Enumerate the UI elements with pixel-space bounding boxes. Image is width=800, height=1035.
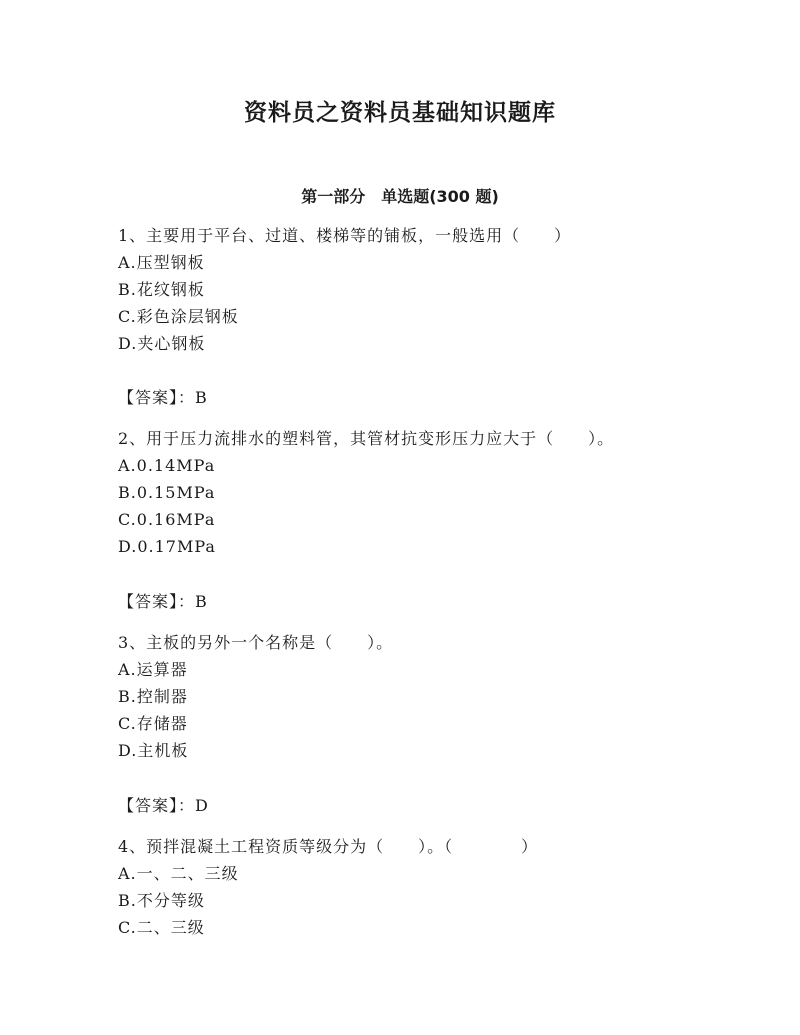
question-4-option-c: C.二、三级: [118, 918, 205, 937]
question-2-option-b: B.0.15MPa: [118, 483, 216, 502]
question-1-stem: 1、主要用于平台、过道、楼梯等的铺板，一般选用（ ）: [118, 226, 572, 245]
question-3-option-d: D.主机板: [118, 741, 189, 760]
question-2-option-c: C.0.16MPa: [118, 510, 216, 529]
question-1-option-b: B.花纹钢板: [118, 280, 205, 299]
question-3-option-a: A.运算器: [118, 660, 188, 679]
question-1-option-c: C.彩色涂层钢板: [118, 307, 239, 326]
question-2-answer: 【答案】：B: [118, 592, 208, 611]
question-3-stem: 3、主板的另外一个名称是（ ）。: [118, 633, 394, 652]
section-title: 第一部分 单选题(300 题): [301, 187, 499, 206]
question-1-option-d: D.夹心钢板: [118, 334, 206, 353]
question-1-option-a: A.压型钢板: [118, 253, 205, 272]
question-3-option-c: C.存储器: [118, 714, 188, 733]
question-2-option-d: D.0.17MPa: [118, 537, 216, 556]
question-1-answer: 【答案】：B: [118, 388, 208, 407]
question-3-answer: 【答案】：D: [118, 796, 209, 815]
question-4-stem: 4、预拌混凝土工程资质等级分为（ ）。（ ）: [118, 837, 539, 856]
question-2-option-a: A.0.14MPa: [118, 456, 216, 475]
page-title: 资料员之资料员基础知识题库: [244, 99, 556, 126]
question-4-option-b: B.不分等级: [118, 891, 205, 910]
question-3-option-b: B.控制器: [118, 687, 188, 706]
question-4-option-a: A.一、二、三级: [118, 864, 239, 883]
question-2-stem: 2、用于压力流排水的塑料管，其管材抗变形压力应大于（ ）。: [118, 429, 615, 448]
